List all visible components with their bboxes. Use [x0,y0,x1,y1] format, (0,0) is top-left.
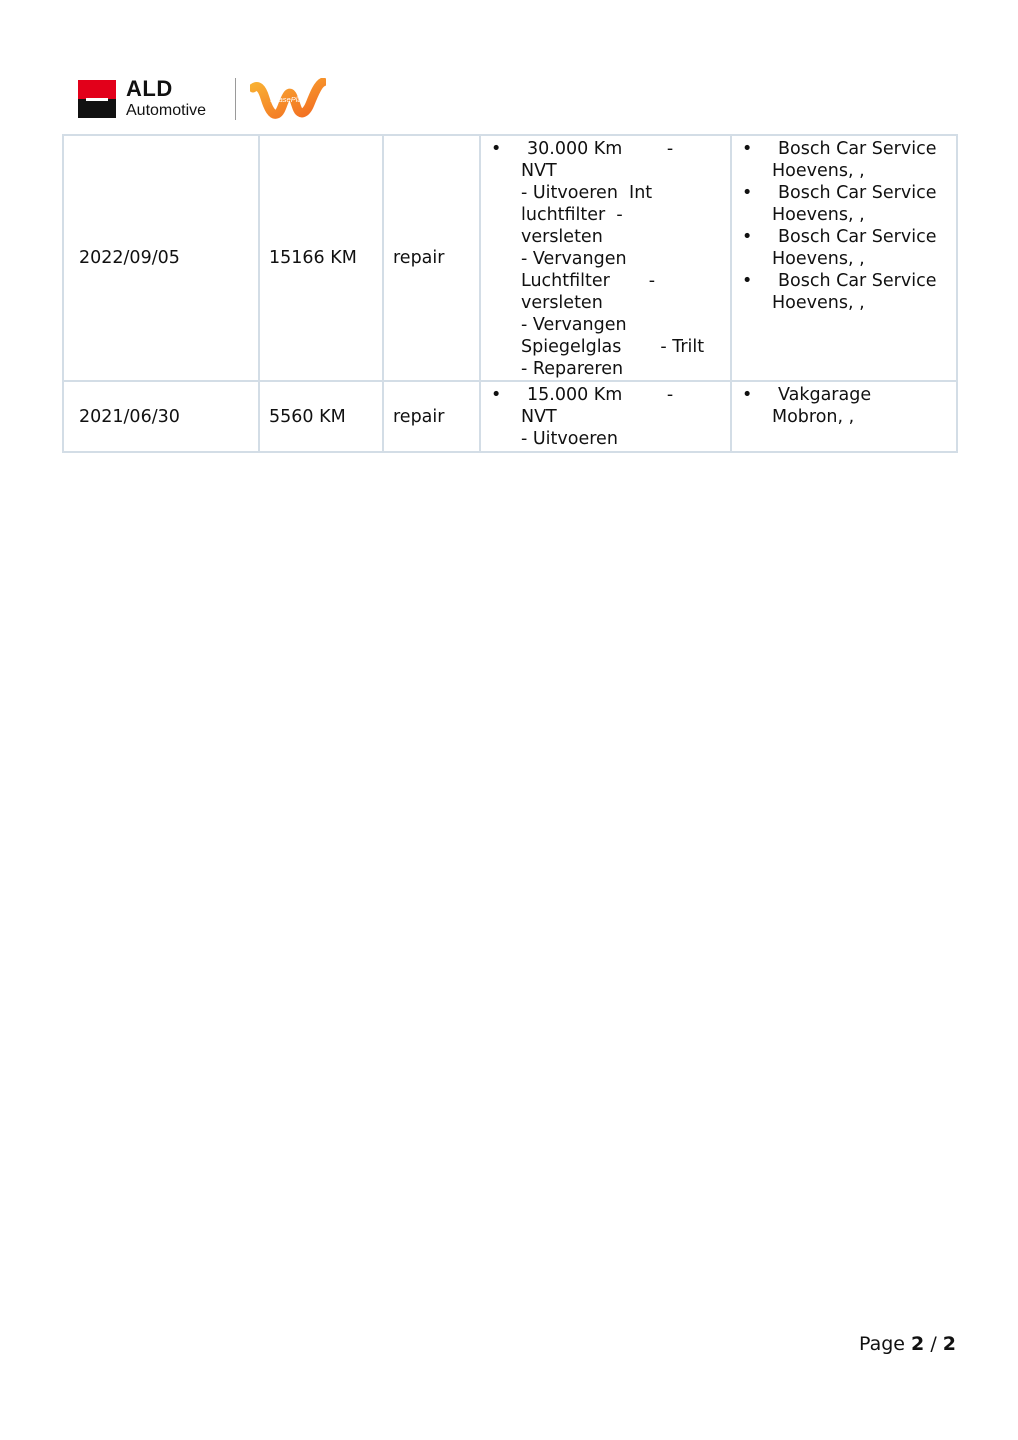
list-item [732,182,956,226]
ald-logo-name: ALD [126,76,173,101]
record-garages-list [732,382,956,428]
page-separator: / [930,1333,937,1355]
current-page: 2 [911,1333,925,1355]
table-row [63,135,957,381]
page-number [859,1333,956,1355]
list-item [732,384,956,428]
action-line: versleten [521,293,603,313]
record-garages-list [732,136,956,314]
record-actions-list [481,382,730,450]
record-garages-cell [731,135,957,381]
garage-location: Hoevens, , [772,205,865,225]
action-line: versleten [521,227,603,247]
record-mileage: 5560 KM [259,381,383,452]
garage-name: Bosch Car Service [778,183,937,203]
garage-location: Hoevens, , [772,161,865,181]
list-item [481,384,730,450]
action-line: • 15.000 Km - [527,385,674,405]
leaseplan-logo [250,78,326,122]
action-line: - Vervangen [521,249,627,269]
record-date: 2021/06/30 [63,381,259,452]
action-line: - Vervangen [521,315,627,335]
logo-divider [235,78,236,120]
record-actions-cell [480,135,731,381]
record-date: 2022/09/05 [63,135,259,381]
garage-location: Hoevens, , [772,249,865,269]
garage-location: Mobron, , [772,407,855,427]
ald-logo-mark [78,80,116,118]
ald-logo-subtitle: Automotive [126,102,207,119]
list-item [732,270,956,314]
leaseplan-logo-text: LeasePlan [270,95,306,104]
action-line: Luchtfilter - [521,271,656,291]
record-type: repair [383,381,480,452]
garage-name: Bosch Car Service [778,139,937,159]
action-line: • 30.000 Km - [527,139,674,159]
maintenance-records-table [62,134,958,453]
list-item [732,226,956,270]
garage-name: Bosch Car Service [778,271,937,291]
action-line: - Repareren [521,359,624,379]
garage-name: Bosch Car Service [778,227,937,247]
table-row [63,381,957,452]
record-garages-cell [731,381,957,452]
garage-location: Hoevens, , [772,293,865,313]
action-line: - Uitvoeren [521,429,618,449]
action-line: NVT [521,407,557,427]
record-actions-list [481,136,730,380]
list-item [732,138,956,182]
page-label: Page [858,1333,905,1355]
action-line: NVT [521,161,557,181]
header-logos [78,78,338,122]
ald-logo-text [126,78,206,119]
record-mileage: 15166 KM [259,135,383,381]
garage-name: Vakgarage [778,385,872,405]
action-line: luchtfilter - [521,205,623,225]
action-line: - Uitvoeren Int [521,183,653,203]
record-actions-cell [480,381,731,452]
record-type: repair [383,135,480,381]
action-line: Spiegelglas - Trilt [521,337,705,357]
total-pages: 2 [942,1333,956,1355]
list-item [481,138,730,380]
